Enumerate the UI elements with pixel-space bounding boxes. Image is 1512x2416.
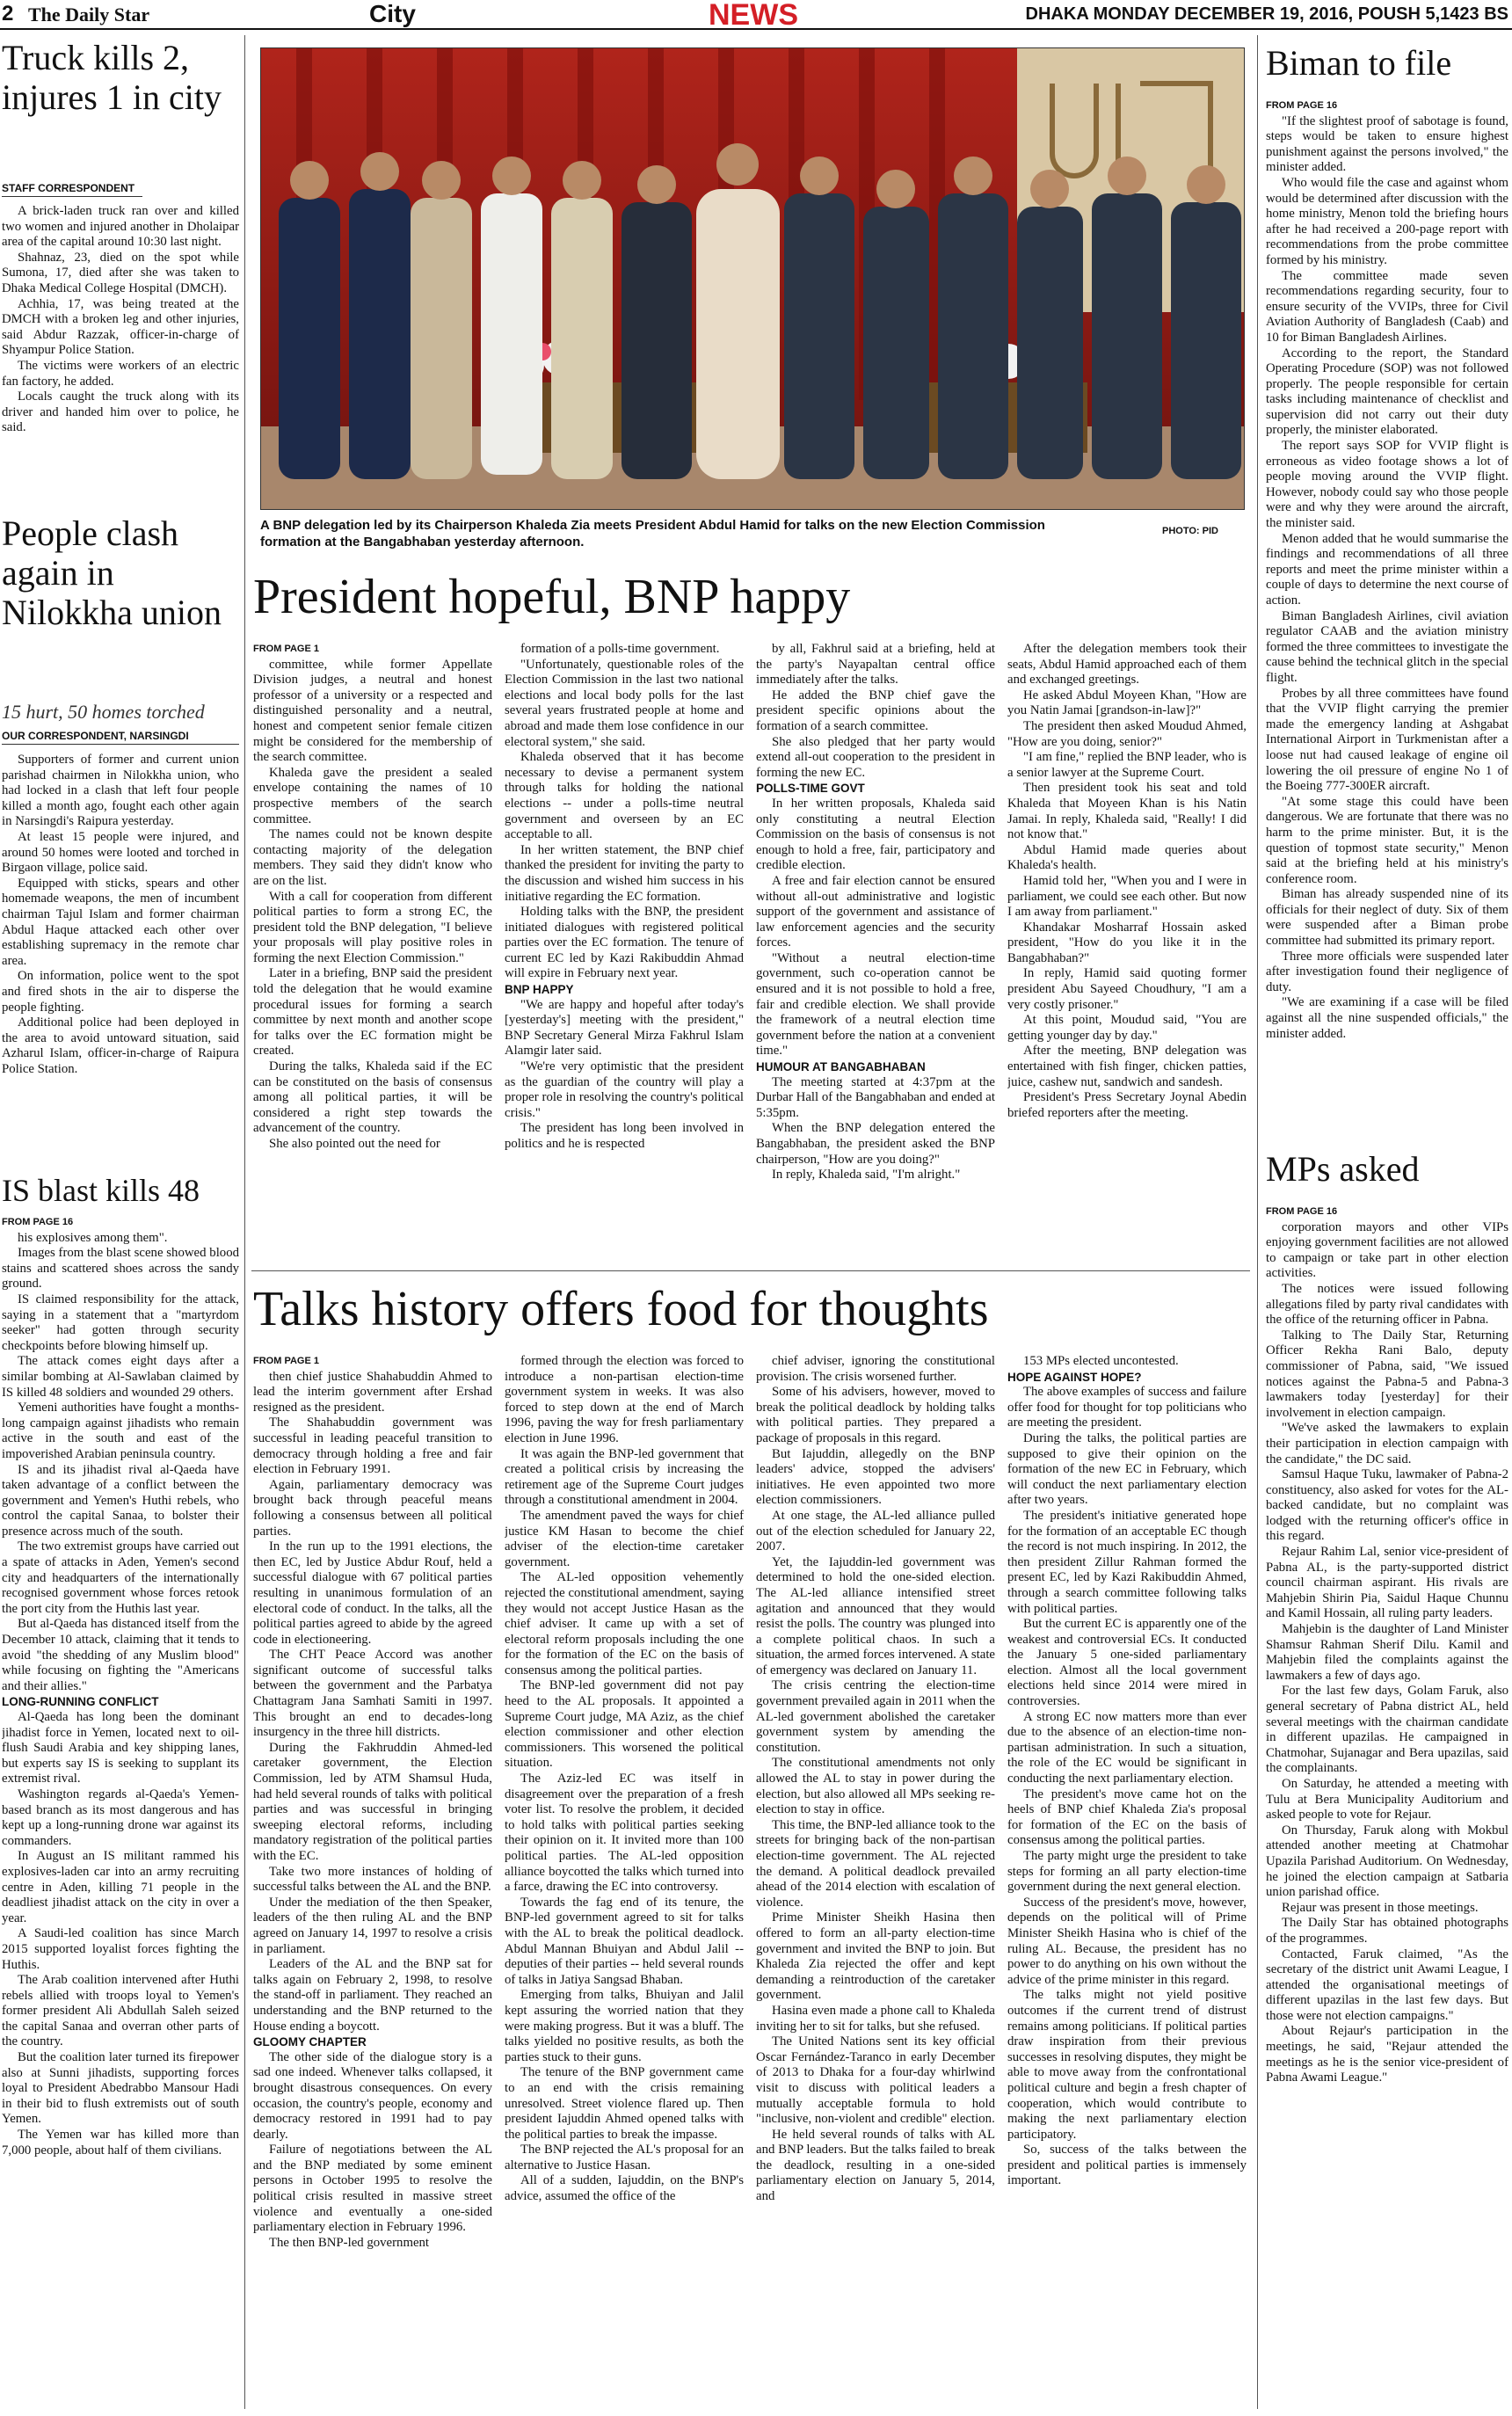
clash-headline: People clash again in Nilokkha union (2, 513, 222, 632)
paragraph: During the Fakhruddin Ahmed-led caretaker government, the Election Commission, led by ATM Shamsul Huda, had held several rounds of talks with political parties and was successful in bringing sweeping electoral reforms, including mandatory registration of the political parties with the EC. (253, 1740, 492, 1863)
paragraph: The names could not be known despite contacting majority of the delegation members. They said they didn't know who are on the list. (253, 827, 492, 888)
paragraph: The United Nations sent its key official Oscar Fernández-Taranco in early December of 2013 to Dhaka for a four-day whirlwind visit to discuss with political leaders a mutually acceptable formula to hold "inclusive, non-violent and credible" election. (756, 2034, 995, 2127)
paragraph: Hasina even made a phone call to Khaleda inviting her to sit for talks, but she refused. (756, 2003, 995, 2034)
paragraph: Rejaur was present in those meetings. (1282, 1900, 1479, 1915)
paragraph: The BNP rejected the AL's proposal for an alternative to Justice Hasan. (505, 2143, 744, 2172)
paragraph: Locals caught the truck along with its driver and handed him over to police, he said. (2, 389, 239, 435)
paragraph: During the talks, the political parties are supposed to give their opinion on the formation of the new EC in February, which will conduct the next parliamentary election after two years. (1007, 1430, 1247, 1508)
subheading: HOPE AGAINST HOPE? (1007, 1370, 1142, 1384)
paragraph: The above examples of success and failure offer food for thought for top politicians who are meeting the president. (1007, 1385, 1247, 1430)
paragraph: "At some stage this could have been dangerous. We are fortunate that there was no harm to the prime minister. But, it is the question of topmost state security," Menon said at the briefing held at his ministry's conference room. (1266, 794, 1508, 886)
paragraph: The president has long been involved in politics and he is respected (505, 1121, 744, 1151)
paragraph: At this point, Moudud said, "You are getting younger day by day." (1007, 1013, 1247, 1043)
paragraph: Biman Bangladesh Airlines, civil aviation regulator CAAB and the aviation ministry formed the three committees to investigate the cause behind the technical glitch in the special flight. (1266, 608, 1508, 685)
paragraph: She also pledged that her party would extend all-out cooperation to the president in forming the new EC. (756, 734, 995, 780)
clash-byline: OUR CORRESPONDENT, NARSINGDI (2, 730, 239, 745)
biman-headline: Biman to file (1266, 43, 1452, 83)
paragraph: A brick-laden truck ran over and killed two women and injured another in Dholaipar area of the capital around 10:30 last night. (2, 204, 239, 250)
paragraph: The president then asked Moudud Ahmed, "How are you doing, senior?" (1007, 718, 1247, 749)
paper-name: The Daily Star (28, 4, 150, 25)
paragraph: The attack comes eight days after a similar bombing at Al-Sawlaban claimed by IS killed 48 soldiers and wounded 29 others. (2, 1354, 239, 1400)
president-column-2 (505, 642, 744, 1262)
paragraph: Three more officials were suspended later after investigation found their negligence of duty. (1266, 949, 1508, 994)
paragraph: The Daily Star has obtained photographs of the programmes. (1266, 1916, 1508, 1946)
paragraph: The president's move came hot on the heels of BNP chief Khaleda Zia's proposal for formation of the EC on the basis of consensus among the political parties. (1007, 1787, 1247, 1848)
paragraph: The Aziz-led EC was itself in disagreement over the preparation of a fresh voter list. To resolve the problem, it decided to hold talks with political parties seeking their opinion on it. It invited more than 100 political parties. The AL-led opposition alliance boycotted the talks which turned into a farce, drawing the EC into controversy. (505, 1772, 744, 1895)
paragraph: He held several rounds of talks with AL and BNP leaders. But the talks failed to break the deadlock, resulting in a one-sided parliamentary election on January 5, 2014, and (756, 2127, 995, 2204)
jump-line: FROM PAGE 16 (2, 1217, 74, 1227)
paragraph: Rejaur Rahim Lal, senior vice-president of Pabna AL, is the party-supported district council chairman aspirant. His rivals are Mahjebin Shirin Pia, Saidul Haque Chunnu and Kamil Hossain, all ruling party leaders. (1266, 1545, 1508, 1621)
paragraph: Talking to The Daily Star, Returning Officer Rekha Rani Balo, deputy commissioner of Pabna, said, "We issued notices against the Pabna-5 and Pabna-3 lawmakers today [yesterday] for their involvement in election campaign. (1266, 1328, 1508, 1420)
paragraph: Some of his advisers, however, moved to break the political deadlock by holding talks with political parties. They prepared a package of proposals in this regard. (756, 1385, 995, 1445)
paragraph: Failure of negotiations between the AL and the BNP mediated by some eminent persons in October 1995 to resolve the political crisis resulted in massive street violence and eventually a one-sided parliamentary election in February 1996. (253, 2143, 492, 2235)
paragraph: Al-Qaeda has long been the dominant jihadist force in Yemen, located next to oil-flush Saudi Arabia and key shipping lanes, but experts say IS is seeking to supplant its extremist rival. (2, 1710, 239, 1787)
paragraph: In August an IS militant rammed his explosives-laden car into an army recruiting centre in Aden, killing 71 people in the deadliest jihadist attack on the city in over a year. (2, 1849, 239, 1925)
truck-byline: STAFF CORRESPONDENT (2, 182, 142, 197)
subheading: BNP HAPPY (505, 983, 574, 997)
jump-line: FROM PAGE 16 (1266, 1206, 1338, 1217)
paragraph: The other side of the dialogue story is a sad one indeed. Whenever talks collapsed, it brought disastrous consequences. On every occasion, the country's people, economy and democracy restored in 1991 had to pay dearly. (253, 2049, 492, 2142)
paragraph: But the coalition later turned its firepower also at Sunni jihadists, supporting forces loyal to President Abedrabbo Mansour Hadi in their bid to flush extremists out of south Yemen. (2, 2050, 239, 2127)
paragraph: The Shahabuddin government was successful in leading peaceful transition to democracy through holding a free and fair election in February 1991. (253, 1415, 492, 1477)
paragraph: "We've asked the lawmakers to explain their participation in election campaign with the candidate," the DC said. (1266, 1421, 1508, 1466)
paragraph: "We are examining if a case will be filed against all the nine suspended officials," the minister added. (1266, 995, 1508, 1041)
paragraph: "Unfortunately, questionable roles of the Election Commission in the last two national elections and local body polls for the last several years frustrated people at home and abroad and made them lose confidence in our electoral system," she said. (505, 657, 744, 749)
paragraph: IS claimed responsibility for the attack, saying in a statement that a "martyrdom seeker" had gotten through security checkpoints before blowing himself up. (2, 1292, 239, 1353)
paragraph: For the last few days, Golam Faruk, also general secretary of Pabna district AL, held several meetings with the chairman candidate in different upazilas. He campaigned in Chatmohar, Sujanagar and Bera upazilas, said the complainants. (1266, 1684, 1508, 1776)
paragraph: He added the BNP chief gave the president specific opinions about the formation of a search committee. (756, 688, 995, 733)
paragraph: President's Press Secretary Joynal Abedin briefed reporters after the meeting. (1007, 1090, 1247, 1120)
paragraph: Shahnaz, 23, died on the spot while Sumona, 17, died after she was taken to Dhaka Medical College Hospital (DMCH). (2, 250, 239, 295)
paragraph: The victims were workers of an electric fan factory, he added. (2, 358, 239, 389)
column-rule (1257, 35, 1258, 2409)
paragraph: chief adviser, ignoring the constitutional provision. The crisis worsened further. (756, 1354, 995, 1384)
clash-article (2, 753, 239, 1166)
paragraph: Holding talks with the BNP, the president initiated dialogues with registered political parties over the EC formation. The tenure of current EC led by Kazi Rakibuddin Ahmad will expire in February next year. (505, 905, 744, 981)
paragraph: Again, parliamentary democracy was brought back through peaceful means following a consensus between all political parties. (253, 1477, 492, 1539)
paragraph: At one stage, the AL-led alliance pulled out of the election scheduled for January 22, 2007. (756, 1508, 995, 1554)
paragraph: The amendment paved the ways for chief justice KM Hasan to become the chief adviser of the election-time caretaker government. (505, 1508, 744, 1569)
paragraph: With a call for cooperation from different political parties to form a strong EC, the president told the BNP delegation, "I believe your proposals will play positive roles in forming the next Election Commission." (253, 889, 492, 965)
paragraph: Emerging from talks, Bhuiyan and Jalil kept assuring the worried nation that they were making progress. But it was a bluff. The talks yielded no positive results, as both the parties stuck to their guns. (505, 1988, 744, 2064)
talks-column-2 (505, 1354, 744, 2413)
paragraph: Contacted, Faruk claimed, "As the secretary of the district unit Awami League, I attended the organisational meetings of different upazilas in the last few days. But those were not election campaigns." (1266, 1947, 1508, 2023)
paragraph: committee, while former Appellate Division judges, a neutral and honest professor of a university or a respected and distinguished personality and a neutral, honest and competent senior female citizen might be considered for the membership of the search committee. (253, 657, 492, 765)
paragraph: The Arab coalition intervened after Huthi rebels allied with troops loyal to Yemen's former president Ali Abdullah Saleh seized the capital Sanaa and overran other parts of the country. (2, 1973, 239, 2049)
talks-column-1 (253, 1354, 492, 2413)
paragraph: The talks might not yield positive outcomes if the current trend of distrust remains among politicians. If political parties draw inspiration from their previous successes in resolving disputes, they might be able to move away from the confrontational political culture and begin a fresh chapter of cooperation, which would contribute to making the next parliamentary election participatory. (1007, 1988, 1247, 2142)
paragraph: The notices were issued following allegations filed by party rival candidates with the office of the returning officer in Pabna. (1266, 1281, 1508, 1328)
section-rule (251, 1270, 1250, 1271)
paragraph: This time, the BNP-led alliance took to the streets for bringing back of the non-partisan election-time government. The AL rejected the demand. A political deadlock prevailed ahead of the 2014 election with escalation of violence. (756, 1817, 995, 1910)
paragraph: Probes by all three committees have found that the VVIP flight carrying the premier made the emergency landing at Ashgabat International Airport in Turkmenistan after a loose nut had caused leakage of engine oil lowering the oil pressure of engine No 1 of the Boeing 777-300ER aircraft. (1266, 686, 1508, 794)
paragraph: She also pointed out the need for (269, 1137, 440, 1151)
paragraph: Samsul Haque Tuku, lawmaker of Pabna-2 constituency, also asked for votes for the AL-backed candidate, but no complaint was lodged with the returning officer's office in this regard. (1266, 1467, 1508, 1544)
truck-article (2, 204, 239, 510)
photo-credit: PHOTO: PID (1162, 526, 1218, 536)
subheading: GLOOMY CHAPTER (253, 2035, 367, 2049)
paragraph: The report says SOP for VVIP flight is erroneous as video footage shows a lot of people moving around the VVIP flight. However, nobody could say who those people were and why they were around the aircraft, the minister said. (1266, 439, 1508, 531)
paragraph: Success of the president's move, however, depends on the political will of Prime Minister Sheikh Hasina who is chief of the ruling AL. Because, the president has no power to do anything on his own without the advice of the prime minister in this regard. (1007, 1895, 1247, 1987)
paragraph: A strong EC now matters more than ever due to the absence of an election-time non-partisan administration. In such a situation, the role of the EC would be significant in conducting the next parliamentary election. (1007, 1709, 1247, 1787)
is-article (2, 1215, 239, 2411)
paragraph: "If the slightest proof of sabotage is found, steps would be taken to ensure highest punishment against the persons involved," the minister added. (1266, 113, 1508, 175)
paragraph: Supporters of former and current union parishad chairmen in Nilokkha union, who had locked in a clash that left four people killed a month ago, fought each other again in Narsingdi's Raipura yesterday. (2, 753, 239, 829)
paragraph: In her written statement, the BNP chief thanked the president for inviting the party to the discussion and wished him success in his initiative regarding the EC formation. (505, 842, 744, 904)
bnp-delegation-photo (260, 47, 1245, 510)
president-headline: President hopeful, BNP happy (253, 570, 851, 624)
paragraph: "We are happy and hopeful after today's [yesterday's] meeting with the president," BNP Secretary General Mirza Fakhrul Islam Alamgir later said. (505, 997, 744, 1059)
paragraph: But al-Qaeda has distanced itself from the December 10 attack, claiming that it tends to avoid "the shedding of any Muslim blood" while focusing on fighting the "Americans and their allies." (2, 1617, 239, 1693)
paragraph: On information, police went to the spot and fired shots in the air to disperse the people fighting. (2, 969, 239, 1015)
paragraph: The then BNP-led government (269, 2235, 430, 2250)
paragraph: "We're very optimistic that the president as the guardian of the country will play a proper role in resolving the country's political crisis." (505, 1059, 744, 1120)
paragraph: The president's initiative generated hope for the formation of an acceptable EC though the record is not much inspiring. In 2012, the then president Zillur Rahman formed the present EC, led by Kazi Rakibuddin Ahmed, through a search committee following talks with political parties. (1007, 1508, 1247, 1616)
paragraph: The Yemen war has killed more than 7,000 people, about half of them civilians. (2, 2128, 239, 2158)
paragraph: When the BNP delegation entered the Bangabhaban, the president asked the BNP chairperson, "How are you doing?" (756, 1121, 995, 1167)
page-number: 2 (2, 2, 14, 25)
paragraph: After the meeting, BNP delegation was entertained with fish finger, chicken patties, juice, cashew nut, sandwich and sandesh. (1007, 1044, 1247, 1089)
paragraph: Towards the fag end of its tenure, the BNP-led government agreed to sit for talks with the AL to break the political deadlock. Abdul Mannan Bhuiyan and Abdul Jalil -- deputies of their parties -- held several rounds of talks in Jatiya Sangsad Bhaban. (505, 1895, 744, 1987)
column-rule (244, 35, 245, 2409)
president-column-3 (756, 642, 995, 1262)
issue-date: DHAKA MONDAY DECEMBER 19, 2016, POUSH 5,1423 BS (1025, 4, 1508, 24)
paragraph: A Saudi-led coalition has since March 2015 supported loyalist forces fighting the Huthis. (2, 1926, 239, 1972)
paragraph: The committee made seven recommendations regarding security, four to ensure security of the VVIPs, three for Civil Aviation Authority of Bangladesh (Caab) and 10 for Biman Bangladesh Airlines. (1266, 268, 1508, 345)
paragraph: Images from the blast scene showed blood stains and scattered shoes across the sandy ground. (2, 1246, 239, 1292)
paragraph: The crisis centring the election-time government prevailed again in 2011 when the AL-led government abolished the caretaker government system by amending the constitution. (756, 1678, 995, 1755)
paragraph: The CHT Peace Accord was another significant outcome of successful talks between the government and the Parbatya Chattagram Jana Samhati Samiti in 1997. This brought an end to decades-long insurgency in the three hill districts. (253, 1648, 492, 1740)
paragraph: After the delegation members took their seats, Abdul Hamid approached each of them and exchanged greetings. (1007, 642, 1247, 688)
clash-deck: 15 hurt, 50 homes torched (2, 701, 205, 723)
paragraph: He asked Abdul Moyeen Khan, "How are you Natin Jamai [grandson-in-law]?" (1007, 688, 1247, 718)
talks-column-4 (1007, 1354, 1247, 2413)
paragraph: In reply, Khaleda said, "I'm alright." (772, 1168, 961, 1183)
paragraph: formation of a polls-time government. (520, 642, 720, 656)
subheading: POLLS-TIME GOVT (756, 782, 865, 796)
talks-column-3 (756, 1354, 995, 2413)
paragraph: Abdul Hamid made queries about Khaleda's health. (1007, 842, 1247, 873)
paragraph: In her written proposals, Khaleda said only constituting a neutral Election Commission on the basis of consensus is not enough to hold a free, fair, participatory and credible election. (756, 796, 995, 873)
paragraph: Washington regards al-Qaeda's Yemen-based branch as its most dangerous and has kept up a long-running drone war against its commanders. (2, 1787, 239, 1848)
paragraph: Hamid told her, "When you and I were in parliament, we could see each other. But now I am away from parliament." (1007, 873, 1247, 920)
paragraph: Additional police had been deployed in the area to avoid untoward situation, said Azharul Islam, officer-in-charge of Raipura Police Station. (2, 1015, 239, 1076)
paragraph: It was again the BNP-led government that created a political crisis by increasing the retirement age of the Supreme Court judges through a constitutional amendment in 2004. (505, 1446, 744, 1508)
biman-article (1266, 98, 1508, 1145)
mps-article (1266, 1204, 1508, 2411)
masthead (0, 0, 1512, 30)
paragraph: Achhia, 17, was being treated at the DMCH with a broken leg and other injuries, said Abdur Razzak, officer-in-charge of Shyampur Police Station. (2, 296, 239, 358)
paragraph: Khaleda gave the president a sealed envelope containing the names of 10 prospective members of the search committee. (253, 765, 492, 826)
paragraph: Equipped with sticks, spears and other homemade weapons, the men of incumbent chairman Tajul Islam and former chairman Abdul Haque attacked each other over establishing supremacy in the remote char area. (2, 876, 239, 968)
section-name: City (369, 0, 416, 27)
paragraph: At least 15 people were injured, and around 50 homes were looted and torched in Birgaon village, police said. (2, 829, 239, 876)
paragraph: Take two more instances of holding of successful talks between the AL and the BNP. (253, 1864, 492, 1895)
paragraph: The party might urge the president to take steps for forming an all party election-time government during the next general election. (1007, 1849, 1247, 1895)
jump-line: FROM PAGE 1 (253, 644, 319, 654)
paragraph: On Thursday, Faruk along with Mokbul attended another meeting at Chatmohar Upazila Parishad Auditorium. On Wednesday, he joined the election campaign at Satbaria union parishad office. (1266, 1823, 1508, 1900)
talks-headline: Talks history offers food for thoughts (253, 1282, 989, 1336)
paragraph: Yemeni authorities have fought a months-long campaign against jihadists who remain active in the south and east of the impoverished Arabian peninsula country. (2, 1401, 239, 1461)
paragraph: Who would file the case and against whom would be determined after discussion with the home ministry, Menon told the briefing hours after he had received a 200-page report with recommendations from the probe committee formed by his ministry. (1266, 175, 1508, 267)
paragraph: According to the report, the Standard Operating Procedure (SOP) was not followed properly. The people responsible for certain tasks including maintenance of checklist and supervision did not carry out their duty properly, the minister elaborated. (1266, 346, 1508, 438)
paragraph: Biman has already suspended nine of its officials for their neglect of duty. Six of them were suspended after a Biman probe committee had submitted its primary report. (1266, 887, 1508, 949)
paragraph: About Rejaur's participation in the meetings, he said, "Rejaur attended the meetings as he is the senior vice-president of Pabna Awami League." (1266, 2024, 1508, 2085)
paragraph: Leaders of the AL and the BNP sat for talks again on February 2, 1998, to resolve the stand-off in parliament. They reached an understanding and the BNP returned to the House ending a boycott. (253, 1957, 492, 2034)
paragraph: Menon added that he would summarise the findings and recommendations of all three reports and meet the prime minister within a couple of days to determine the next course of action. (1266, 531, 1508, 608)
paragraph: The tenure of the BNP government came to an end with the crisis remaining unresolved. Street violence flared up. Then president Iajuddin Ahmed opened talks with the political parties to break the impasse. (505, 2065, 744, 2142)
paragraph: On Saturday, he attended a meeting with Tulu at Bera Municipality Auditorium and asked people to vote for Rejaur. (1266, 1776, 1508, 1823)
paragraph: Prime Minister Sheikh Hasina then offered to form an all-party election-time government and invited the BNP to join. But Khaleda Zia rejected the offer and kept demanding a reintroduction of the caretaker government. (756, 1910, 995, 2003)
is-headline: IS blast kills 48 (2, 1173, 200, 1208)
paragraph: Later in a briefing, BNP said the president told the delegation that he would examine procedural issues for forming a search committee by next month and another scope for talks over the EC formation might be created. (253, 966, 492, 1059)
truck-headline: Truck kills 2, injures 1 in city (2, 38, 222, 117)
paragraph: A free and fair election cannot be ensured without all-out administrative and logistic support of the government and assistance of law enforcement agencies and the security forces. (756, 873, 995, 950)
paragraph: 153 MPs elected uncontested. (1023, 1354, 1179, 1368)
paragraph: The BNP-led government did not pay heed to the AL proposals. It appointed a Supreme Court judge, MA Aziz, as the chief election commissioner and other election commissioners. This worsened the political situation. (505, 1678, 744, 1771)
paragraph: But Iajuddin, allegedly on the BNP leaders' advice, stopped the advisers' initiatives. He even appointed two more election commissioners. (756, 1446, 995, 1508)
mps-headline: MPs asked (1266, 1149, 1420, 1189)
paragraph: The constitutional amendments not only allowed the AL to stay in power during the election, but also allowed all MPs seeking re-election to stay in office. (756, 1756, 995, 1817)
paragraph: Then president took his seat and told Khaleda that Moyeen Khan is his Natin Jamai. In reply, Khaleda said, "Really! I did not know that." (1007, 781, 1247, 842)
subheading: HUMOUR AT BANGABHABAN (756, 1060, 926, 1074)
paragraph: Yet, the Iajuddin-led government was determined to hold the one-sided election. The AL-led alliance intensified street agitation and announced that they would resist the polls. The country was plunged into a complete political chaos. In such a situation, the armed forces intervened. A state of emergency was declared on January 11. (756, 1554, 995, 1677)
paragraph: During the talks, Khaleda said if the EC can be constituted on the basis of consensus among all political parties, it will be considered a right step towards the advancement of the country. (253, 1059, 492, 1136)
paragraph: formed through the election was forced to introduce a non-partisan election-time government system in weeks. It was also forced to step down at the end of March 1996, paving the way for fresh parliamentary election in June 1996. (505, 1354, 744, 1445)
paragraph: But the current EC is apparently one of the weakest and controversial ECs. It conducted the January 5 one-sided parliamentary election. Almost all the local government elections held since 2014 were mired in controversies. (1007, 1617, 1247, 1709)
photo-caption: A BNP delegation led by its Chairperson Khaleda Zia meets President Abdul Hamid for talks on the new Election Commission formation at the Bangabhaban yesterday afternoon. (260, 518, 1045, 549)
paragraph: The two extremist groups have carried out a spate of attacks in Aden, Yemen's second city and headquarters of the internationally recognised government whose forces retook the port city from the Huthis last year. (2, 1539, 239, 1616)
president-column-1 (253, 642, 492, 1262)
paragraph: by all, Fakhrul said at a briefing, held at the party's Nayapaltan central office immediately after the talks. (756, 642, 995, 688)
paragraph: All of a sudden, Iajuddin, on the BNP's advice, assumed the office of the (505, 2173, 744, 2204)
paragraph: Khaleda observed that it has become necessary to devise a permanent system through talks for holding the national elections -- under a polls-time neutral government and overseen by an EC acceptable to all. (505, 750, 744, 842)
paragraph: corporation mayors and other VIPs enjoying government facilities are not allowed to campaign or take part in other election activities. (1266, 1219, 1508, 1281)
paragraph: In the run up to the 1991 elections, the then EC, led by Justice Abdur Rouf, held a successful dialogue with 67 political parties resulting in unanimous formulation of an electoral code of conduct. In the talks, all the political parties agreed to abide by the agreed code in electioneering. (253, 1539, 492, 1647)
section-label: NEWS (709, 0, 798, 32)
paragraph: The meeting started at 4:37pm at the Durbar Hall of the Bangabhaban and ended at 5:35pm. (756, 1074, 995, 1120)
paragraph: "I am fine," replied the BNP leader, who is a senior lawyer at the Supreme Court. (1007, 750, 1247, 780)
jump-line: FROM PAGE 1 (253, 1356, 319, 1366)
paragraph: then chief justice Shahabuddin Ahmed to lead the interim government after Ershad resigned as the president. (253, 1369, 492, 1415)
jump-line: FROM PAGE 16 (1266, 100, 1338, 111)
paragraph: The AL-led opposition vehemently rejected the constitutional amendment, saying they would not accept Justice Hasan as the chief adviser. It came up with a set of electoral reform proposals including the one for the formation of the EC on the basis of consensus among the political parties. (505, 1570, 744, 1677)
president-column-4 (1007, 642, 1247, 1262)
paragraph: Under the mediation of the then Speaker, leaders of the then ruling AL and the BNP agreed on January 14, 1997 to resolve a crisis in parliament. (253, 1895, 492, 1956)
paragraph: So, success of the talks between the president and political parties is immensely important. (1007, 2143, 1247, 2188)
paragraph: his explosives among them". (18, 1230, 168, 1245)
subheading: LONG-RUNNING CONFLICT (2, 1695, 159, 1709)
paragraph: Mahjebin is the daughter of Land Minister Shamsur Rahman Sherif Dilu. Kamil and Mahjebin filed the complaints against the lawmakers a few of days ago. (1266, 1622, 1508, 1683)
paragraph: "Without a neutral election-time government, such co-operation cannot be ensured and it is not possible to hold a free, fair and credible election. We shall provide the framework of a neutral election time government before the nation at a convenient time." (756, 950, 995, 1059)
paragraph: IS and its jihadist rival al-Qaeda have taken advantage of a conflict between the government and Yemen's Huthi rebels, who control the capital Sanaa, to bolster their presence across much of the south. (2, 1462, 239, 1539)
paragraph: In reply, Hamid said quoting former president Abu Sayeed Choudhury, "I am a very costly prisoner." (1007, 966, 1247, 1012)
paragraph: Khandakar Mosharraf Hossain asked president, "How do you like it in the Bangabhaban?" (1007, 920, 1247, 965)
